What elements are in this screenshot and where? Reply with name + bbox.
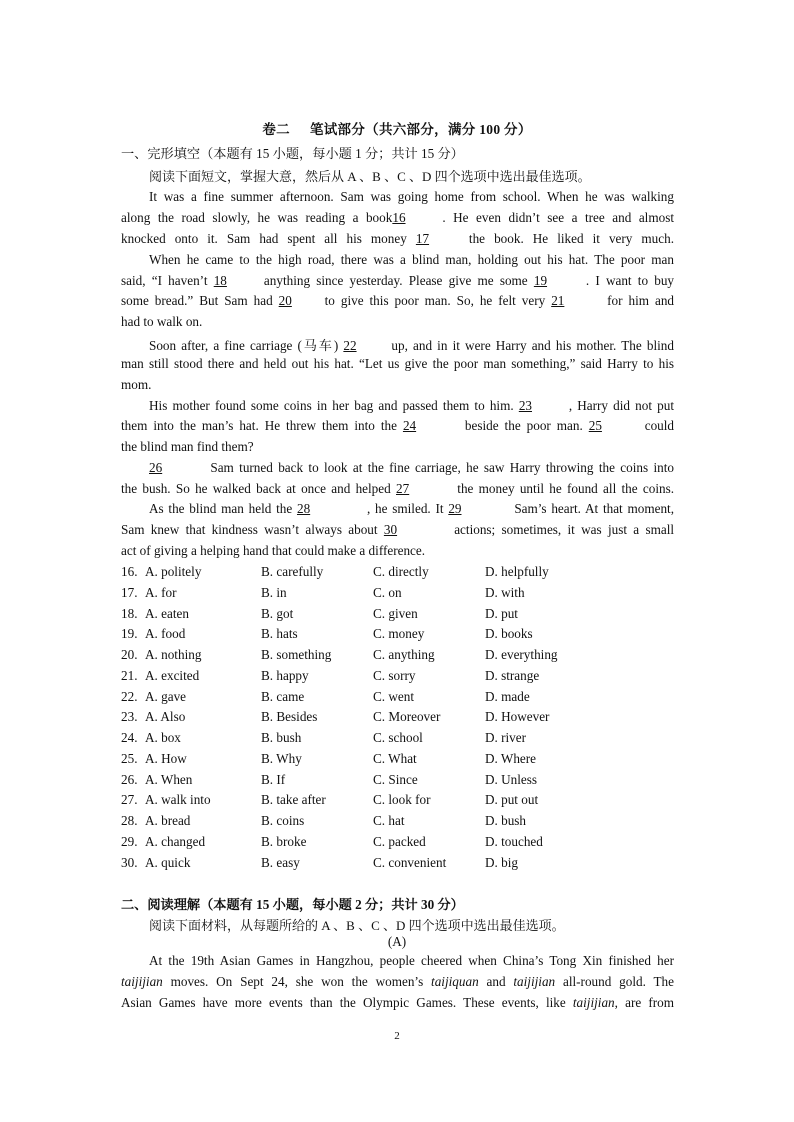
question-number: 17. [121, 584, 138, 600]
option-b: B. coins [261, 813, 305, 828]
option-d: D. strange [485, 667, 540, 683]
blank-20: 20 [278, 293, 292, 308]
blank-16: 16 [392, 210, 406, 225]
passage-line: When he came to the high road, there was a blind man, holding out his hat. The poor man [149, 252, 674, 267]
section-2-instruction: 阅读下面材料，从每题所给的 A 、B 、C 、D 四个选项中选出最佳选项。 [149, 918, 565, 933]
option-a: A. excited [145, 667, 200, 683]
option-c: C. given [373, 605, 418, 621]
option-a: A. How [145, 750, 187, 766]
option-c: C. What [373, 750, 417, 766]
option-a: A. walk into [145, 792, 211, 808]
section-1-heading: 一、完形填空（本题有 15 小题，每小题 1 分；共计 15 分） [121, 146, 464, 161]
option-a: A. bread [145, 813, 191, 828]
option-a: A. When [145, 771, 193, 787]
option-b: B. easy [261, 854, 300, 870]
blank-27: 27 [396, 481, 410, 496]
option-a: A. eaten [145, 605, 189, 621]
question-number: 22. [121, 688, 138, 704]
option-c: C. hat [373, 813, 405, 828]
option-row [121, 751, 681, 771]
part-heading: 笔试部分（共六部分，满分 100 分） [309, 122, 532, 137]
passage-line: taijijian moves. On Sept 24, she won the women’s taijiquan and taijijian all-round gold. The [121, 974, 674, 989]
question-number: 26. [121, 771, 138, 787]
option-c: C. convenient [373, 854, 447, 870]
option-d: D. books [485, 626, 533, 642]
option-c: C. money [373, 626, 425, 642]
option-c: C. look for [373, 792, 431, 808]
option-d: D. put out [485, 792, 539, 808]
blank-26: 26 [149, 460, 163, 475]
option-row [121, 689, 681, 709]
option-a: A. nothing [145, 647, 202, 662]
option-a: A. politely [145, 564, 202, 579]
option-b: B. hats [261, 626, 298, 642]
passage-line: Asian Games have more events than the Olympic Games. These events, like taijijian, are from [121, 995, 674, 1010]
option-row [121, 834, 681, 854]
option-d: D. Unless [485, 771, 538, 787]
passage-line: some bread.” But Sam had 20 to give this poor man. So, he felt very 21 for him and [121, 293, 675, 308]
blank-25: 25 [588, 418, 602, 433]
passage-line: them into the man’s hat. He threw them into the 24 beside the poor man. 25 could [121, 418, 675, 433]
question-number: 25. [121, 750, 138, 766]
question-number: 21. [121, 667, 138, 683]
option-a: A. food [145, 626, 186, 642]
question-number: 19. [121, 626, 138, 642]
option-a: A. Also [145, 709, 186, 725]
option-row [121, 792, 681, 812]
option-b: B. broke [261, 833, 307, 849]
passage-line: said, “I haven’t 18 anything since yesterday. Please give me some 19 . I want to buy [121, 273, 675, 288]
option-row [121, 585, 681, 605]
option-row [121, 730, 681, 750]
option-d: D. big [485, 854, 518, 870]
option-row [121, 647, 681, 667]
option-b: B. in [261, 584, 287, 600]
blank-21: 21 [551, 293, 565, 308]
option-a: A. changed [145, 833, 206, 849]
question-number: 28. [121, 813, 138, 828]
blank-22: 22 [343, 338, 357, 353]
passage-line: 26 Sam turned back to look at the fine carriage, he saw Harry throwing the coins into [149, 460, 675, 475]
passage-line: Sam knew that kindness wasn’t always about 30 actions; sometimes, it was just a small [121, 522, 675, 537]
passage-line: As the blind man held the 28 , he smiled. It 29 Sam’s heart. At that moment, [149, 501, 675, 516]
blank-23: 23 [518, 398, 532, 413]
passage-line: knocked onto it. Sam had spent all his money 17 the book. He liked it very much. [121, 231, 675, 246]
option-c: C. on [373, 584, 402, 600]
option-c: C. packed [373, 833, 426, 849]
option-b: B. If [261, 771, 286, 787]
option-a: A. quick [145, 854, 191, 870]
option-row [121, 668, 681, 688]
passage-line: man still stood there and held out his hat. “Let us give the poor man something,” said Harry to his [121, 356, 674, 371]
option-d: D. touched [485, 833, 543, 849]
option-d: D. everything [485, 647, 558, 662]
option-b: B. came [261, 688, 305, 704]
option-row [121, 772, 681, 792]
passage-line: along the road slowly, he was reading a book16 . He even didn’t see a tree and almost [121, 210, 674, 225]
option-d: D. river [485, 730, 527, 745]
passage-line: act of giving a helping hand that could make a difference. [121, 543, 426, 558]
part-label: 卷二 [262, 122, 290, 137]
blank-18: 18 [213, 273, 227, 288]
question-number: 16. [121, 564, 138, 579]
option-b: B. carefully [261, 564, 324, 579]
option-d: D. made [485, 688, 530, 704]
option-row [121, 606, 681, 626]
blank-19: 19 [533, 273, 548, 288]
option-b: B. happy [261, 667, 309, 683]
option-d: D. bush [485, 813, 527, 828]
option-b: B. bush [261, 730, 302, 745]
option-c: C. Moreover [373, 709, 441, 725]
option-a: A. gave [145, 688, 187, 704]
section-2-heading: 二、阅读理解（本题有 15 小题，每小题 2 分；共计 30 分） [121, 897, 464, 912]
section-1-instruction: 阅读下面短文，掌握大意，然后从 A 、B 、C 、D 四个选项中选出最佳选项。 [149, 169, 591, 184]
option-d: D. put [485, 605, 518, 621]
question-number: 29. [121, 833, 138, 849]
blank-17: 17 [415, 231, 430, 246]
part-title [0, 118, 794, 138]
option-row [121, 709, 681, 729]
passage-line: Soon after, a fine carriage (马车) 22 up, and in it were Harry and his mother. The blind [149, 338, 674, 353]
question-number: 24. [121, 730, 138, 745]
option-c: C. anything [373, 647, 435, 662]
passage-line: It was a fine summer afternoon. Sam was going home from school. When he was walking [149, 189, 674, 204]
option-row [121, 813, 681, 833]
passage-line: the blind man find them? [121, 439, 254, 454]
question-number: 20. [121, 647, 138, 662]
option-c: C. directly [373, 564, 429, 579]
passage-label: (A) [387, 934, 407, 949]
option-a: A. for [145, 584, 177, 600]
question-number: 27. [121, 792, 138, 808]
question-number: 23. [121, 709, 138, 725]
option-c: C. Since [373, 771, 418, 787]
page-number: 2 [394, 1030, 400, 1042]
blank-30: 30 [383, 522, 398, 537]
option-d: D. with [485, 584, 525, 600]
blank-29: 29 [448, 501, 462, 516]
option-c: C. school [373, 730, 423, 745]
passage-line: mom. [121, 377, 152, 392]
option-c: C. sorry [373, 667, 416, 683]
question-number: 18. [121, 605, 138, 621]
option-c: C. went [373, 688, 415, 704]
option-row [121, 626, 681, 646]
option-b: B. take after [261, 792, 326, 808]
option-a: A. box [145, 730, 181, 745]
option-row [121, 564, 681, 584]
option-b: B. Why [261, 750, 302, 766]
question-number: 30. [121, 854, 138, 870]
passage-line: had to walk on. [121, 314, 203, 329]
blank-24: 24 [402, 418, 417, 433]
option-d: D. However [485, 709, 550, 725]
option-d: D. helpfully [485, 564, 549, 579]
passage-line: His mother found some coins in her bag and passed them to him. 23 , Harry did not put [149, 398, 675, 413]
option-b: B. got [261, 605, 294, 621]
option-b: B. something [261, 647, 332, 662]
option-d: D. Where [485, 750, 537, 766]
option-row [121, 855, 681, 875]
option-b: B. Besides [261, 709, 318, 725]
passage-line: the bush. So he walked back at once and helped 27 the money until he found all the coins. [121, 481, 675, 496]
blank-28: 28 [296, 501, 311, 516]
passage-line: At the 19th Asian Games in Hangzhou, people cheered when China’s Tong Xin finished her [149, 953, 674, 968]
